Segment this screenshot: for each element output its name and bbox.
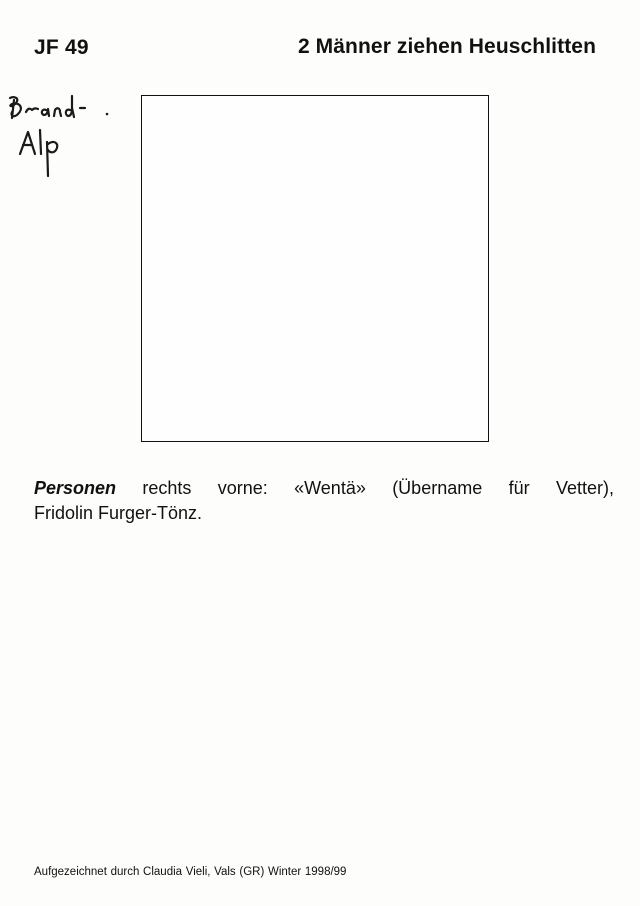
description-lead: Personen bbox=[34, 478, 117, 498]
footer-credit: Aufgezeichnet durch Claudia Vieli, Vals (GR) Winter 1998/99 bbox=[34, 866, 347, 878]
description-word: rechts bbox=[142, 478, 192, 498]
photo-frame bbox=[141, 95, 489, 442]
handwritten-note bbox=[2, 92, 132, 192]
description-word: «Wentä» bbox=[294, 478, 366, 498]
description-word: Vetter), bbox=[555, 478, 614, 498]
description bbox=[34, 476, 614, 526]
description-word: (Übername bbox=[392, 478, 483, 498]
description-word: für bbox=[508, 478, 530, 498]
description-line-2: Fridolin Furger-Tönz. bbox=[34, 503, 203, 523]
description-word: vorne: bbox=[217, 478, 268, 498]
description-line-1 bbox=[34, 476, 614, 501]
card-title: 2 Männer ziehen Heuschlitten bbox=[297, 35, 596, 58]
card-id: JF 49 bbox=[34, 36, 89, 59]
